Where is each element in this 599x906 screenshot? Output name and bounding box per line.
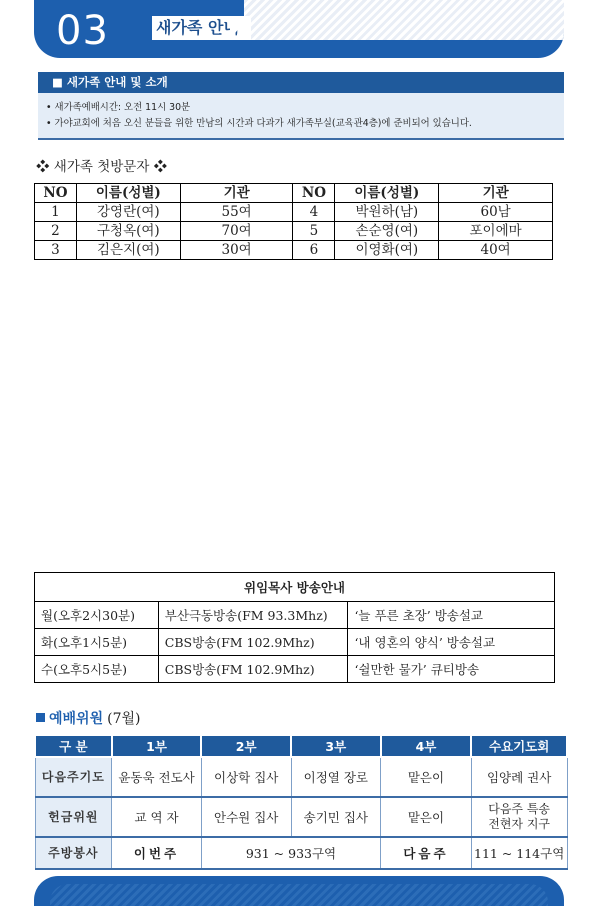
table-row	[35, 203, 553, 222]
next-week-value: 111 ~ 114구역	[471, 837, 567, 869]
footer-banner	[34, 876, 564, 906]
cell: 김은지(여)	[76, 241, 180, 260]
worship-title-text: 예배위원	[49, 711, 104, 727]
intro-line-welcome: • 가야교회에 처음 오신 분들을 위한 만남의 시간과 다과가 새가족부실(교육관4층)에 준비되어 있습니다.	[46, 118, 472, 129]
table-row	[35, 797, 567, 837]
cell: 이영화(여)	[335, 241, 439, 260]
cell: 5	[293, 222, 335, 241]
worship-title	[36, 708, 140, 728]
cell: 송기민 집사	[291, 797, 381, 837]
cell: 60남	[439, 203, 553, 222]
intro-box	[38, 72, 564, 140]
cell: 6	[293, 241, 335, 260]
row-label: 다음주기도	[35, 757, 112, 797]
cell: 맡은이	[381, 797, 472, 837]
col-name: 이름(성별)	[76, 184, 180, 203]
cell: 이상학 집사	[201, 757, 291, 797]
col-wednesday: 수요기도회	[471, 735, 567, 757]
cell: 4	[293, 203, 335, 222]
col-no: NO	[293, 184, 335, 203]
cell: 손순영(여)	[335, 222, 439, 241]
cell: ‘내 영혼의 양식’ 방송설교	[348, 629, 555, 656]
footer-stripes	[50, 884, 548, 906]
visitors-title: ❖ 새가족 첫방문자 ❖	[36, 159, 168, 175]
cell: 포이에마	[439, 222, 553, 241]
row-label: 헌금위원	[35, 797, 112, 837]
col-group: 기관	[180, 184, 293, 203]
worship-header-row	[35, 735, 567, 757]
header-stripes	[244, 0, 564, 40]
cell: 안수원 집사	[201, 797, 291, 837]
table-row	[35, 241, 553, 260]
cell: 맡은이	[381, 757, 472, 797]
worship-month: (7월)	[107, 711, 141, 727]
cell: 임양례 권사	[471, 757, 567, 797]
title-slant-decoration	[230, 16, 248, 40]
section-header-banner	[34, 0, 564, 58]
cell: 2	[35, 222, 77, 241]
cell: ‘쉴만한 물가’ 큐티방송	[348, 656, 555, 683]
intro-line-time: • 새가족예배시간: 오전 11시 30분	[46, 102, 191, 113]
this-week-label: 이번주	[112, 837, 202, 869]
cell: 1	[35, 203, 77, 222]
cell: CBS방송(FM 102.9Mhz)	[158, 629, 348, 656]
cell: 40여	[439, 241, 553, 260]
table-row	[35, 757, 567, 797]
col-service-2: 2부	[201, 735, 291, 757]
cell: 30여	[180, 241, 293, 260]
broadcast-title: 위임목사 방송안내	[35, 573, 555, 602]
table-row	[35, 629, 555, 656]
table-row	[35, 602, 555, 629]
cell: ‘늘 푸른 초장’ 방송설교	[348, 602, 555, 629]
cell: 55여	[180, 203, 293, 222]
row-label: 주방봉사	[35, 837, 112, 869]
kitchen-service-row	[35, 837, 567, 869]
section-number: 03	[56, 8, 109, 54]
cell: 윤동욱 전도사	[112, 757, 202, 797]
cell: 수(오후5시5분)	[35, 656, 159, 683]
broadcast-title-row	[35, 573, 555, 602]
col-name: 이름(성별)	[335, 184, 439, 203]
cell: CBS방송(FM 102.9Mhz)	[158, 656, 348, 683]
cell: 박원하(남)	[335, 203, 439, 222]
table-row	[35, 222, 553, 241]
col-service-4: 4부	[381, 735, 472, 757]
cell: 3	[35, 241, 77, 260]
table-row	[35, 656, 555, 683]
cell: 월(오후2시30분)	[35, 602, 159, 629]
cell: 다음주 특송 전현자 지구	[471, 797, 567, 837]
cell: 70여	[180, 222, 293, 241]
cell: 교 역 자	[112, 797, 202, 837]
next-week-label: 다음주	[381, 837, 472, 869]
col-service-3: 3부	[291, 735, 381, 757]
col-no: NO	[35, 184, 77, 203]
col-group: 기관	[439, 184, 553, 203]
worship-table	[34, 734, 568, 870]
this-week-value: 931 ~ 933구역	[201, 837, 380, 869]
cell: 강영란(여)	[76, 203, 180, 222]
cell: 이정열 장로	[291, 757, 381, 797]
visitors-header-row	[35, 184, 553, 203]
intro-bar-title: ■ 새가족 안내 및 소개	[38, 72, 564, 93]
square-bullet-icon	[36, 713, 45, 722]
col-category: 구 분	[35, 735, 112, 757]
visitors-table	[34, 183, 553, 260]
intro-body	[38, 93, 564, 140]
cell: 부산극동방송(FM 93.3Mhz)	[158, 602, 348, 629]
cell: 화(오후1시5분)	[35, 629, 159, 656]
col-service-1: 1부	[112, 735, 202, 757]
section-title: 새가족 안내	[152, 16, 251, 40]
cell: 구청옥(여)	[76, 222, 180, 241]
broadcast-table	[34, 572, 555, 683]
